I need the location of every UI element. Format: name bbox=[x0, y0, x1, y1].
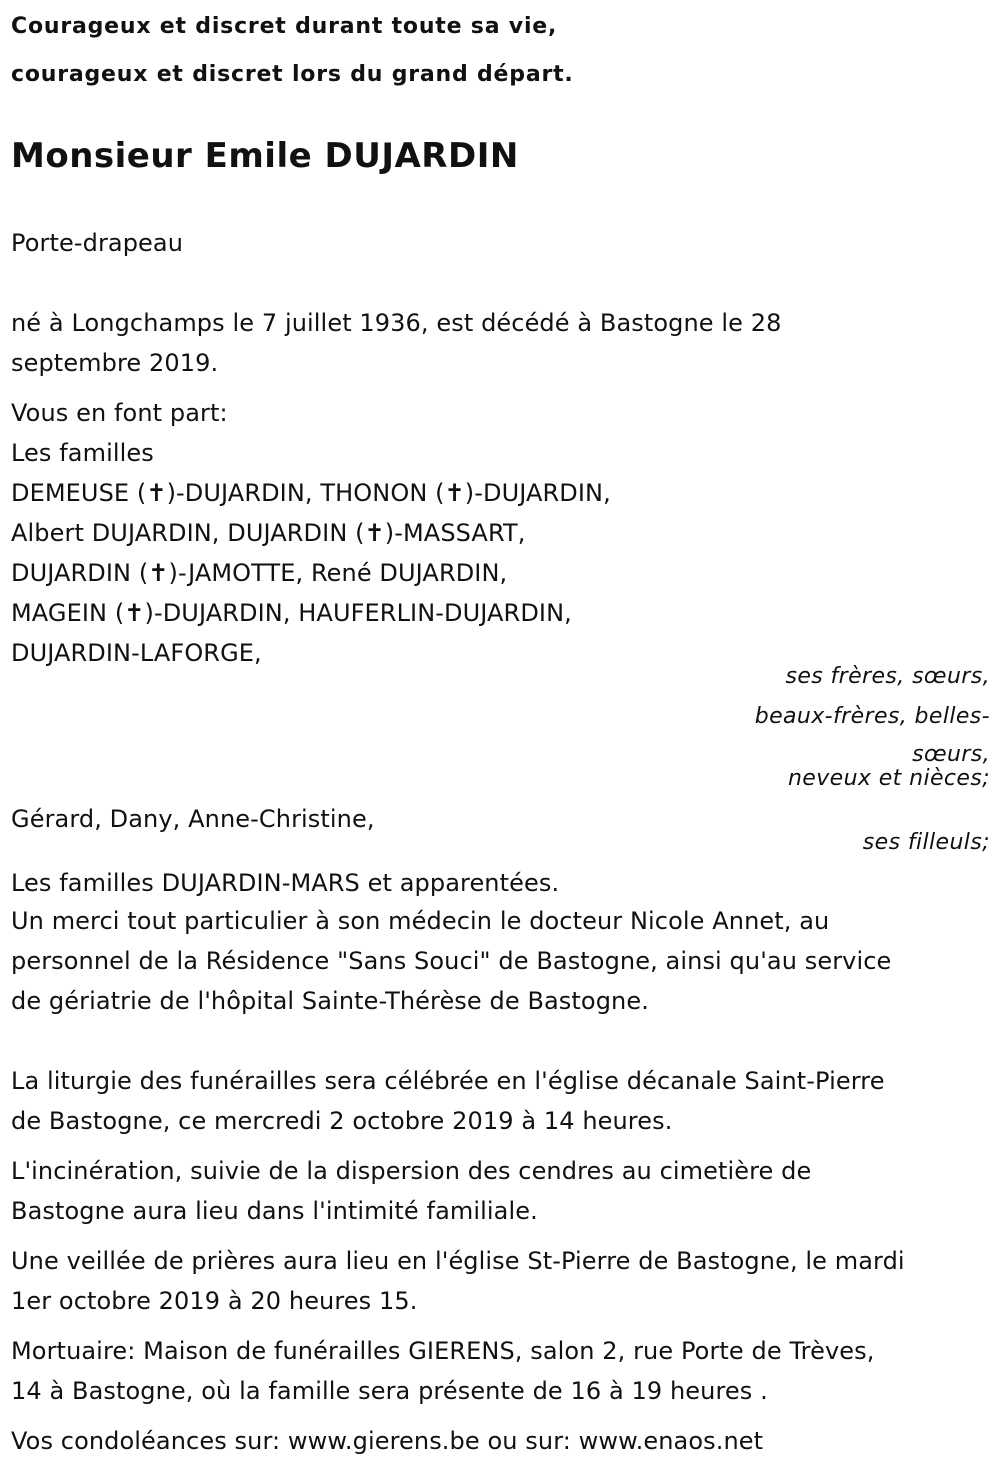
family-line: DEMEUSE (✝)-DUJARDIN, THONON (✝)-DUJARDIN, bbox=[11, 479, 611, 507]
relation-label: neveux et nièces; bbox=[787, 766, 990, 791]
thanks-line: de gériatrie de l'hôpital Sainte-Thérèse de Bastogne. bbox=[11, 987, 649, 1015]
mortuary-line: Mortuaire: Maison de funérailles GIERENS, salon 2, rue Porte de Trèves, bbox=[11, 1337, 875, 1365]
family-line: DUJARDIN-LAFORGE, bbox=[11, 639, 262, 667]
vigil-line: 1er octobre 2019 à 20 heures 15. bbox=[11, 1287, 418, 1315]
birth-death-line-1: né à Longchamps le 7 juillet 1936, est décédé à Bastogne le 28 bbox=[11, 309, 782, 337]
deceased-name: Monsieur Emile DUJARDIN bbox=[11, 136, 519, 176]
announce-text: Vous en font part: bbox=[11, 399, 228, 427]
vigil-line: Une veillée de prières aura lieu en l'église St-Pierre de Bastogne, le mardi bbox=[11, 1247, 905, 1275]
cremation-line: L'incinération, suivie de la dispersion des cendres au cimetière de bbox=[11, 1157, 812, 1185]
family-line: Albert DUJARDIN, DUJARDIN (✝)-MASSART, bbox=[11, 519, 526, 547]
godchildren-label: ses filleuls; bbox=[862, 830, 990, 855]
relation-label: sœurs, bbox=[912, 742, 990, 767]
liturgy-line: de Bastogne, ce mercredi 2 octobre 2019 à 14 heures. bbox=[11, 1107, 673, 1135]
families-intro: Les familles bbox=[11, 439, 154, 467]
condolences-line: Vos condoléances sur: www.gierens.be ou sur: www.enaos.net bbox=[11, 1427, 764, 1455]
mortuary-line: 14 à Bastogne, où la famille sera présente de 16 à 19 heures . bbox=[11, 1377, 768, 1405]
liturgy-line: La liturgie des funérailles sera célébrée en l'église décanale Saint-Pierre bbox=[11, 1067, 885, 1095]
families-mars: Les familles DUJARDIN-MARS et apparentées. bbox=[11, 869, 560, 897]
deceased-role: Porte-drapeau bbox=[11, 229, 184, 257]
epigraph-line-2: courageux et discret lors du grand départ. bbox=[11, 62, 574, 87]
family-line: MAGEIN (✝)-DUJARDIN, HAUFERLIN-DUJARDIN, bbox=[11, 599, 572, 627]
thanks-line: personnel de la Résidence "Sans Souci" de Bastogne, ainsi qu'au service bbox=[11, 947, 892, 975]
birth-death-line-2: septembre 2019. bbox=[11, 349, 219, 377]
family-line: DUJARDIN (✝)-JAMOTTE, René DUJARDIN, bbox=[11, 559, 508, 587]
godchildren-names: Gérard, Dany, Anne-Christine, bbox=[11, 805, 375, 833]
thanks-line: Un merci tout particulier à son médecin le docteur Nicole Annet, au bbox=[11, 907, 830, 935]
relation-label: beaux-frères, belles- bbox=[754, 704, 990, 729]
relation-label: ses frères, sœurs, bbox=[785, 664, 990, 689]
cremation-line: Bastogne aura lieu dans l'intimité familiale. bbox=[11, 1197, 538, 1225]
epigraph-line-1: Courageux et discret durant toute sa vie, bbox=[11, 14, 558, 39]
